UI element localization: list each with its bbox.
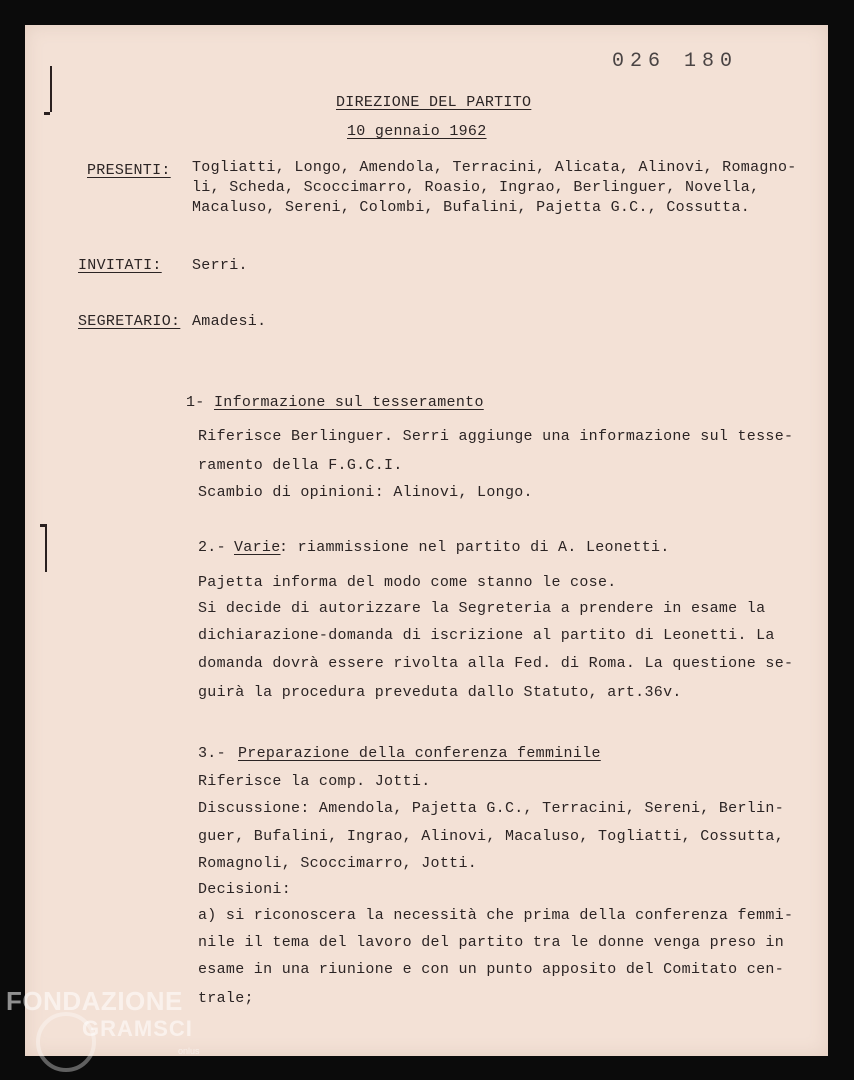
page-title: DIREZIONE DEL PARTITO <box>336 94 532 111</box>
watermark-line3: onlus <box>178 1046 200 1056</box>
item3-line: Discussione: Amendola, Pajetta G.C., Terracini, Sereni, Berlin- <box>198 800 784 817</box>
invitati-label: INVITATI: <box>78 257 162 274</box>
meeting-date: 10 gennaio 1962 <box>347 123 487 140</box>
item3-line: Romagnoli, Scoccimarro, Jotti. <box>198 855 478 872</box>
binder-mark <box>40 524 46 527</box>
item3-line: a) si riconoscera la necessità che prima della conferenza femmi- <box>198 907 794 924</box>
item2-line: guirà la procedura preveduta dallo Statuto, art.36v. <box>198 684 682 701</box>
item2-number: 2.- <box>198 539 226 556</box>
item3-line: esame in una riunione e con un punto apposito del Comitato cen- <box>198 961 784 978</box>
item3-line: Decisioni: <box>198 881 292 898</box>
item3-title: Preparazione della conferenza femminile <box>238 745 601 762</box>
item2-line: dichiarazione-domanda di iscrizione al partito di Leonetti. La <box>198 627 775 644</box>
invitati-value: Serri. <box>192 257 248 274</box>
item1-line: Scambio di opinioni: Alinovi, Longo. <box>198 484 533 501</box>
presenti-label: PRESENTI: <box>87 162 171 179</box>
item1-title: Informazione sul tesseramento <box>214 394 484 411</box>
item3-line: trale; <box>198 990 254 1007</box>
segretario-value: Amadesi. <box>192 313 267 330</box>
item2-line: Si decide di autorizzare la Segreteria a prendere in esame la <box>198 600 766 617</box>
binder-mark <box>45 524 47 572</box>
item1-number: 1- <box>186 394 205 411</box>
presenti-line: li, Scheda, Scoccimarro, Roasio, Ingrao, Berlinguer, Novella, <box>192 179 760 196</box>
presenti-line: Togliatti, Longo, Amendola, Terracini, Alicata, Alinovi, Romagno- <box>192 159 797 176</box>
presenti-line: Macaluso, Sereni, Colombi, Bufalini, Pajetta G.C., Cossutta. <box>192 199 751 216</box>
item2-title: Varie <box>234 539 281 556</box>
item3-line: nile il tema del lavoro del partito tra le donne venga preso in <box>198 934 784 951</box>
archive-number: 026 180 <box>612 50 739 73</box>
item1-line: Riferisce Berlinguer. Serri aggiunge una informazione sul tesse- <box>198 428 794 445</box>
segretario-label: SEGRETARIO: <box>78 313 181 330</box>
item3-number: 3.- <box>198 745 226 762</box>
item2-line: domanda dovrà essere rivolta alla Fed. di Roma. La questione se- <box>198 655 794 672</box>
watermark-line2: GRAMSCI <box>82 1016 193 1041</box>
item3-line: guer, Bufalini, Ingrao, Alinovi, Macaluso, Togliatti, Cossutta, <box>198 828 784 845</box>
watermark-line1: FONDAZIONE <box>6 986 183 1016</box>
item2-line: Pajetta informa del modo come stanno le cose. <box>198 574 617 591</box>
binder-mark <box>44 112 50 115</box>
item1-line: ramento della F.G.C.I. <box>198 457 403 474</box>
item3-line: Riferisce la comp. Jotti. <box>198 773 431 790</box>
binder-mark <box>50 66 52 112</box>
item2-subtitle: : riammissione nel partito di A. Leonetti. <box>279 539 670 556</box>
